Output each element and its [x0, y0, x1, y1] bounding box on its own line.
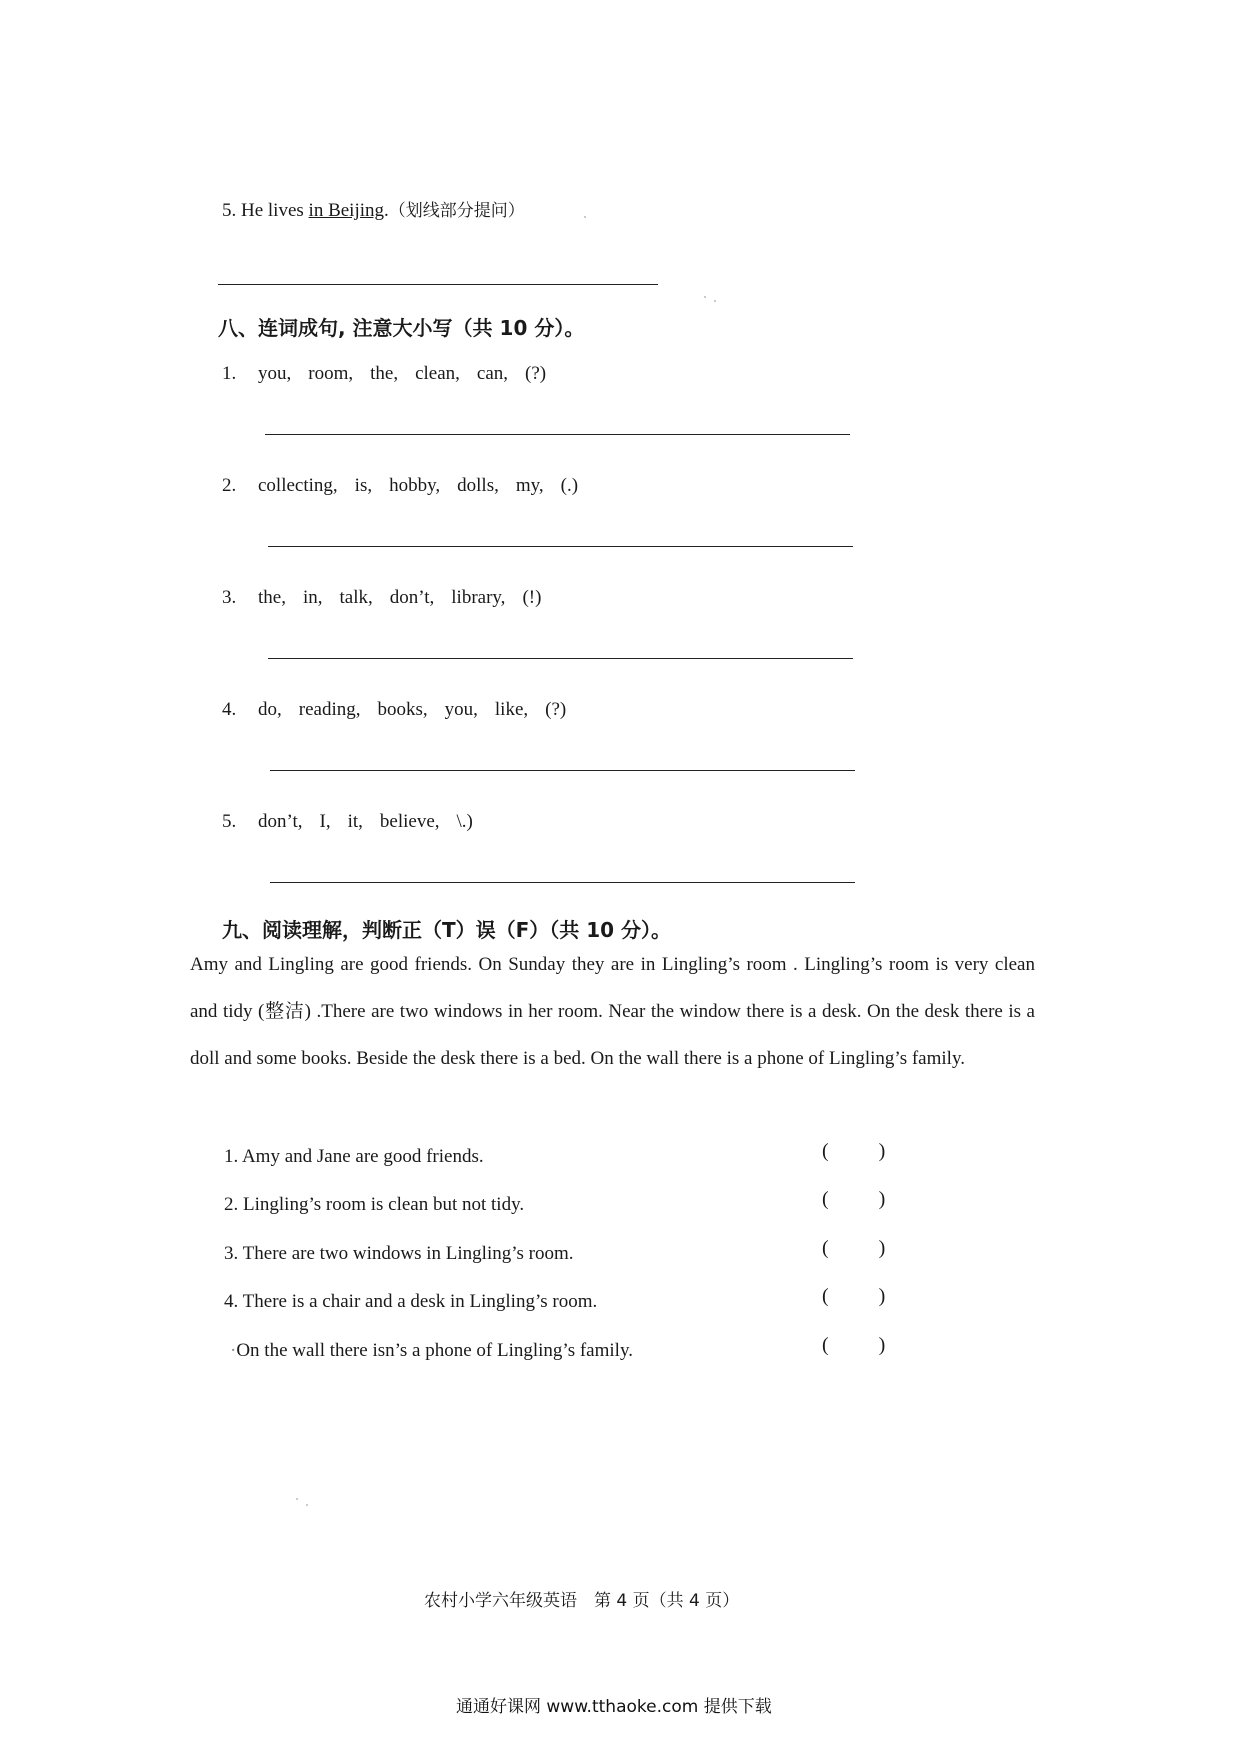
- item-number: 3.: [222, 587, 237, 608]
- answer-line-8-3[interactable]: [268, 658, 853, 659]
- word: (.): [560, 475, 579, 496]
- item-number: 2.: [222, 475, 237, 496]
- word: is,: [354, 475, 373, 496]
- word: collecting,: [258, 475, 338, 496]
- statement-1: 1. Amy and Jane are good friends.: [224, 1146, 484, 1167]
- paren-close: ): [878, 1140, 886, 1162]
- word: (!): [522, 587, 542, 608]
- word: you,: [258, 363, 292, 384]
- reorder-item-2: [222, 475, 595, 497]
- word: do,: [258, 699, 282, 720]
- word: like,: [494, 699, 529, 720]
- paren-close: ): [878, 1188, 886, 1210]
- underlined-phrase: in Beijing: [308, 200, 385, 221]
- answer-blank-5[interactable]: [822, 1334, 885, 1357]
- answer-line-8-1[interactable]: [265, 434, 850, 435]
- paren-open: (: [822, 1237, 829, 1259]
- question-text-before: He lives: [241, 200, 309, 221]
- reorder-item-5: [222, 811, 490, 833]
- answer-blank-3[interactable]: [822, 1237, 885, 1260]
- question-number: 5.: [222, 200, 237, 221]
- answer-blank-1[interactable]: [822, 1140, 885, 1163]
- word: books,: [377, 699, 428, 720]
- item-number: 4.: [222, 699, 237, 720]
- statement-3: 3. There are two windows in Lingling’s room.: [224, 1243, 574, 1264]
- word: \.): [456, 811, 473, 832]
- reorder-item-4: [222, 699, 583, 721]
- website-watermark: 通通好课网 www.tthaoke.com 提供下载: [456, 1697, 772, 1717]
- reading-passage: Amy and Lingling are good friends. On Sunday they are in Lingling’s room . Lingling’s room is very clean and tidy (整洁) .There are two windows in her room. Near the window there is a desk. On the desk there is a doll and some books. Beside the desk there is a bed. On the wall there is a phone of Lingling’s family.: [190, 954, 1035, 1069]
- answer-line-8-4[interactable]: [270, 770, 855, 771]
- statement-5: [230, 1340, 633, 1362]
- scan-speck: [704, 296, 706, 298]
- page-footer: 农村小学六年级英语 第 4 页（共 4 页）: [424, 1591, 740, 1611]
- word: the,: [370, 363, 399, 384]
- word: don’t,: [389, 587, 435, 608]
- paren-open: (: [822, 1334, 829, 1356]
- word: believe,: [379, 811, 440, 832]
- paren-close: ): [878, 1237, 886, 1259]
- scan-speck: [584, 216, 586, 218]
- word: clean,: [415, 363, 460, 384]
- section-9-title: 九、阅读理解，判断正（T）误（F）（共 10 分）。: [222, 918, 672, 942]
- smudge-mark: ·: [230, 1340, 237, 1361]
- question-instruction: （划线部分提问）: [388, 201, 525, 221]
- statement-2: 2. Lingling’s room is clean but not tidy.: [224, 1194, 525, 1215]
- answer-blank-2[interactable]: [822, 1188, 885, 1211]
- item-number: 5.: [222, 811, 237, 832]
- word: it,: [347, 811, 363, 832]
- word: can,: [476, 363, 509, 384]
- word: the,: [258, 587, 286, 608]
- word: you,: [444, 699, 478, 720]
- word: I,: [319, 811, 331, 832]
- item-number: 1.: [222, 363, 237, 384]
- word: (?): [545, 699, 567, 720]
- scan-speck: [714, 300, 716, 302]
- word: (?): [525, 363, 547, 384]
- scan-speck: [296, 1498, 298, 1500]
- paren-open: (: [822, 1188, 829, 1210]
- answer-line-8-5[interactable]: [270, 882, 855, 883]
- paren-open: (: [822, 1140, 829, 1162]
- section-8-title: 八、连词成句, 注意大小写（共 10 分）。: [218, 316, 585, 340]
- answer-line-8-2[interactable]: [268, 546, 853, 547]
- word: room,: [308, 363, 354, 384]
- reorder-item-1: [222, 363, 563, 385]
- word: don’t,: [258, 811, 303, 832]
- statement-5-text: On the wall there isn’s a phone of Lingling’s family.: [236, 1340, 633, 1361]
- question-7-5: [222, 196, 525, 222]
- word: dolls,: [457, 475, 499, 496]
- reorder-item-3: [222, 587, 558, 609]
- paren-open: (: [822, 1285, 829, 1307]
- word: hobby,: [389, 475, 441, 496]
- paren-close: ): [878, 1285, 886, 1307]
- question-text-after: .: [384, 200, 389, 221]
- word: in,: [302, 587, 323, 608]
- word: reading,: [298, 699, 361, 720]
- scan-speck: [306, 1504, 308, 1506]
- statement-4: 4. There is a chair and a desk in Lingling’s room.: [224, 1291, 598, 1312]
- word: library,: [451, 587, 506, 608]
- answer-blank-4[interactable]: [822, 1285, 885, 1308]
- word: talk,: [339, 587, 373, 608]
- paren-close: ): [878, 1334, 886, 1356]
- answer-line-7-5[interactable]: [218, 284, 658, 285]
- word: my,: [515, 475, 544, 496]
